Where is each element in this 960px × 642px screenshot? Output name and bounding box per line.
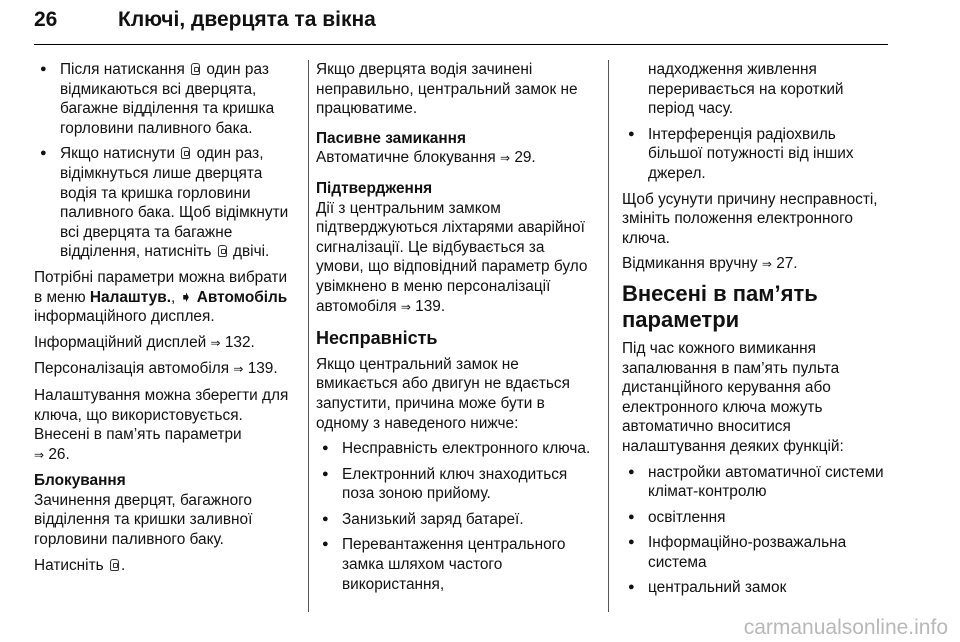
paragraph-press: Натисніть .	[34, 556, 126, 574]
paragraph-ref: Автоматичне блокування ⇒ 29.	[316, 149, 536, 167]
reference-arrow: ⇒	[210, 335, 221, 350]
column-2	[316, 60, 596, 600]
paragraph: Під час кожного вимикання запалювання в пам’ять пульта дистанційного керування або електронного ключа можуть автоматично вноситися налаштування деяких функцій:	[622, 339, 844, 455]
list-item: ● освітлення	[622, 508, 890, 528]
paragraph: Щоб усунути причину несправності, змініть положення електронного ключа.	[622, 190, 878, 247]
paragraph-ref: Налаштування можна зберегти для ключа, що використовується. Внесені в пам’ять параметри ⇒ 26.	[34, 386, 289, 463]
list-item: ● центральний замок	[622, 578, 890, 598]
column-divider-1	[308, 60, 309, 612]
paragraph-ref: Відмикання вручну ⇒ 27.	[622, 255, 798, 273]
list-item: ● Інтерференція радіохвиль більшої потужності від інших джерел.	[622, 125, 890, 184]
reference-arrow: ⇒	[761, 257, 772, 272]
page-reference[interactable]: 139.	[415, 297, 446, 315]
reference-arrow: ⇒	[34, 447, 45, 462]
paragraph-ref: Дії з центральним замком підтверджуються ліхтарями аварійної сигналізації. Це відбувається за умови, що відповідний параметр було увімкнено в меню персоналізації автомобіля ⇒ 139.	[316, 199, 588, 315]
page-reference[interactable]: 29.	[514, 149, 536, 167]
page-header	[34, 6, 924, 42]
unlock-icon	[191, 63, 200, 75]
page-reference[interactable]: 27.	[776, 255, 798, 273]
page-reference[interactable]: 26.	[48, 445, 70, 463]
section-heading-memory: Внесені в пам’ять параметри	[622, 280, 818, 332]
reference-arrow: ⇒	[233, 362, 244, 377]
paragraph-menu: Потрібні параметри можна вибрати в меню Налаштув., ➧ Автомобіль інформаційного дисплея.	[34, 268, 288, 326]
list-item: ● Занизький заряд батареї.	[316, 510, 596, 530]
list-item: ● настройки автоматичної системи клімат-контролю	[622, 463, 890, 502]
page-reference[interactable]: 132.	[224, 333, 255, 351]
reference-arrow: ⇒	[400, 299, 411, 314]
menu-arrow: ➧	[179, 288, 193, 306]
section-heading-fault: Несправність	[316, 328, 438, 349]
column-3	[622, 60, 890, 604]
list-item: ● Несправність електронного ключа.	[316, 439, 596, 459]
lock-icon	[110, 559, 119, 571]
watermark: carmanualsonline.info	[743, 616, 948, 639]
column-1	[34, 60, 299, 581]
menu-settings: Налаштув.	[89, 288, 171, 306]
section-heading-confirm: Підтвердження	[316, 179, 433, 197]
paragraph: Якщо дверцята водія зачинені неправильно, центральний замок не працюватиме.	[316, 61, 578, 118]
list-item: ● Інформаційно-розважальна система	[622, 533, 890, 572]
column-divider-2	[608, 60, 609, 612]
paragraph-ref: Персоналізація автомобіля ⇒ 139.	[34, 360, 278, 378]
reference-arrow: ⇒	[499, 151, 511, 166]
unlock-icon	[218, 245, 227, 257]
menu-vehicle: Автомобіль	[196, 288, 288, 306]
section-heading-passive: Пасивне замикання	[316, 129, 466, 147]
page-number: 26	[34, 8, 58, 31]
paragraph: Якщо центральний замок не вмикається або двигун не вдається запустити, причина може бути в одному з наведеного нижче:	[316, 355, 570, 432]
list-item: ● Перевантаження центрального замка шляхом частого використання,	[316, 535, 596, 594]
list-item-continued: надходження живлення переривається на короткий період часу.	[648, 61, 844, 118]
header-rule	[34, 44, 888, 45]
paragraph-ref: Інформаційний дисплей ⇒ 132.	[34, 333, 255, 351]
list-item: ● Після натискання один раз відмикаються всі дверцята, багажне відділення та кришка горловини паливного бака.	[34, 60, 299, 138]
unlock-icon	[181, 147, 190, 159]
page-reference[interactable]: 139.	[247, 360, 278, 378]
page-title: Ключі, дверцята та вікна	[118, 8, 376, 31]
paragraph: Зачинення дверцят, багажного відділення та кришки заливної горловини паливного баку.	[34, 491, 253, 549]
section-heading-lock: Блокування	[34, 472, 126, 490]
list-item: ● Якщо натиснути один раз, відімкнуться лише дверцята водія та кришка горловини паливного бака. Щоб відімкнути всі дверцята та багажне відділення, натисніть двічі.	[34, 144, 299, 262]
list-item: ● Електронний ключ знаходиться поза зоною прийому.	[316, 465, 596, 504]
